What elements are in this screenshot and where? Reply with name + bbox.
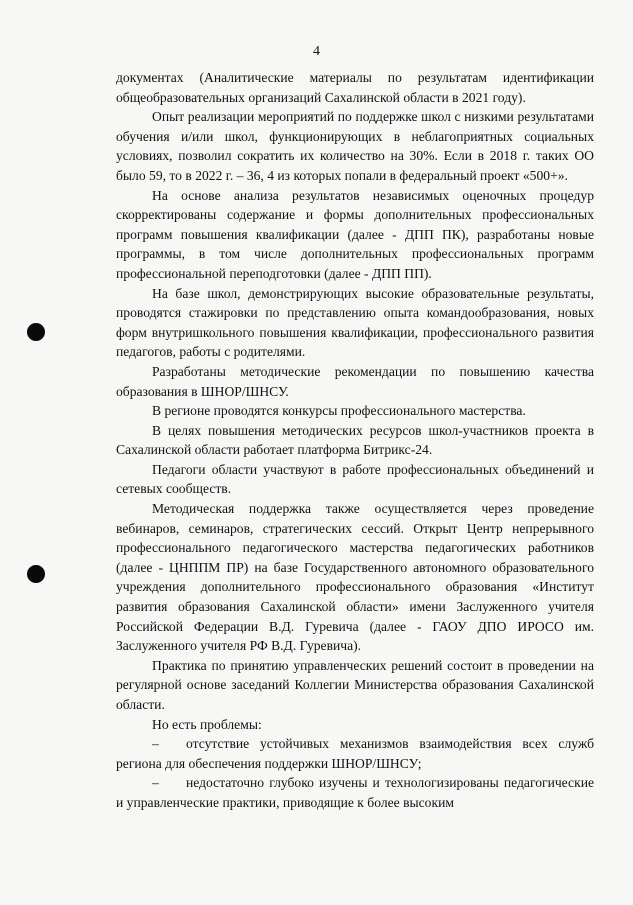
paragraph-recommendations: Разработаны методические рекомендации по повышению качества образования в ШНОР/ШНСУ. bbox=[116, 363, 594, 399]
punch-hole bbox=[27, 565, 45, 583]
paragraph-experience: Опыт реализации мероприятий по поддержке школ с низкими результатами обучения и/или школ, функционирующих в неблагоприятных социальных условиях, позволил сократить их количество на 30%. Если в 2018 г. таких ОО было 59, то в 2022 г. – 36, 4 из которых попали в федеральный проект «500+». bbox=[116, 109, 594, 183]
paragraph-methodical-support: Методическая поддержка также осуществляется через проведение вебинаров, семинаров, стратегических сессий. Открыт Центр непрерывного профессионального педагогического мастерства педагогических работников (далее - ЦНППМ ПР) на базе Государственного автономного образовательного учреждения дополнительного профессионального образования «Институт развития образования Сахалинской области» имени Заслуженного учителя Российской Федерации В.Д. Гуревича (далее - ГАОУ ДПО ИРОСО им. Заслуженного учителя РФ В.Д. Гуревича). bbox=[116, 501, 594, 654]
punch-hole bbox=[27, 323, 45, 341]
paragraph-problems-heading: Но есть проблемы: bbox=[152, 716, 262, 732]
paragraph-contests: В регионе проводятся конкурсы профессионального мастерства. bbox=[152, 403, 526, 419]
paragraph-continuation: документах (Аналитические материалы по результатам идентификации общеобразовательных организаций Сахалинской области в 2021 году). bbox=[116, 70, 594, 105]
paragraph-internships: На базе школ, демонстрирующих высокие образовательные результаты, проводятся стажировки по представлению опыта командообразования, новых форм внутришкольного повышения квалификации, профессионального развития педагогов, работы с родителями. bbox=[116, 285, 594, 360]
paragraph-management: Практика по принятию управленческих решений состоит в проведении на регулярной основе заседаний Коллегии Министерства образования Сахалинской области. bbox=[116, 657, 594, 712]
document-body bbox=[116, 68, 594, 813]
page-number: 4 bbox=[313, 44, 320, 59]
problem-item: – недостаточно глубоко изучены и технологизированы педагогические и управленческие практики, приводящие к более высоким bbox=[116, 775, 594, 810]
paragraph-associations: Педагоги области участвуют в работе профессиональных объединений и сетевых сообществ. bbox=[116, 461, 594, 497]
paragraph-platform: В целях повышения методических ресурсов школ-участников проекта в Сахалинской области работает платформа Битрикс-24. bbox=[116, 422, 594, 458]
problem-item: – отсутствие устойчивых механизмов взаимодействия всех служб региона для обеспечения поддержки ШНОР/ШНСУ; bbox=[116, 736, 594, 771]
paragraph-programs: На основе анализа результатов независимых оценочных процедур скорректированы содержание и формы дополнительных профессиональных программ повышения квалификации (далее - ДПП ПК), разработаны новые программы, в том числе дополнительных профессиональных программ профессиональной переподготовки (далее - ДПП ПП). bbox=[116, 187, 594, 281]
